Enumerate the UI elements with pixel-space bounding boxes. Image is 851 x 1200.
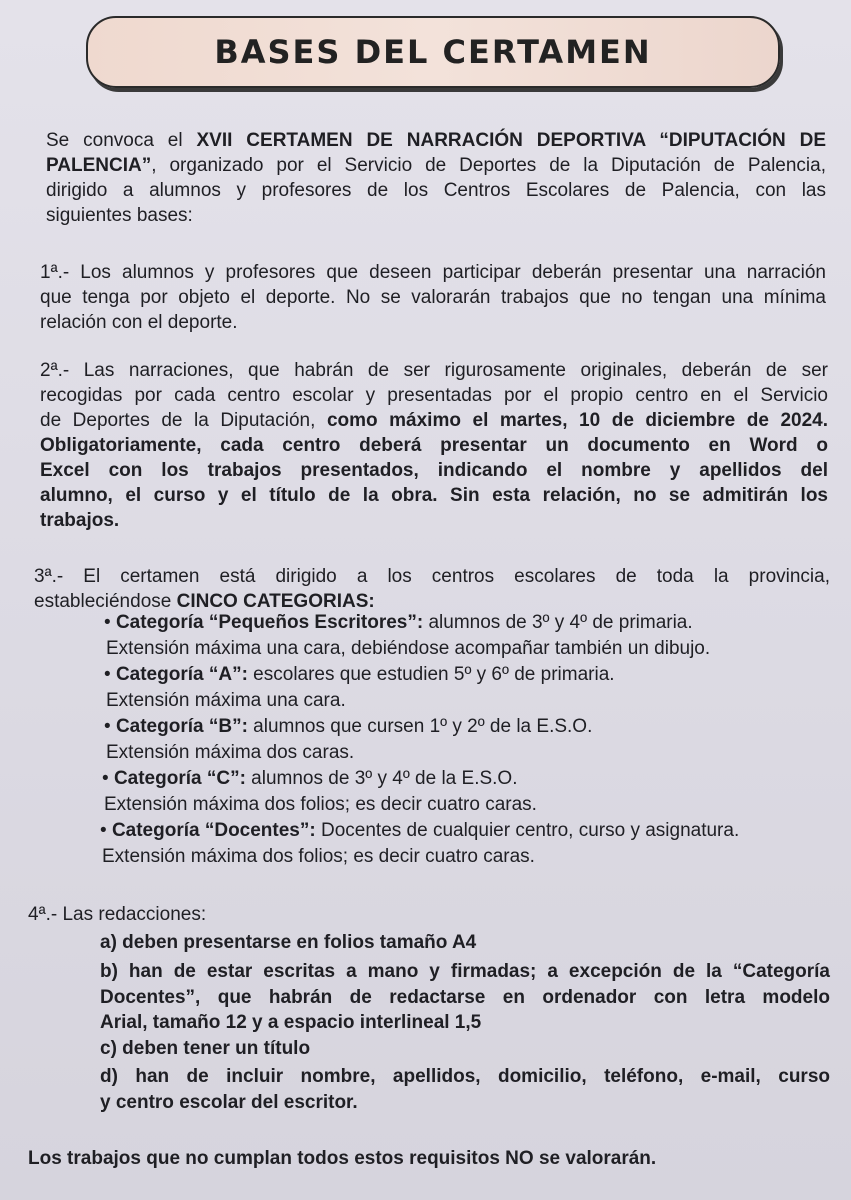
intro-line-4: siguientes bases: bbox=[46, 205, 193, 226]
closing-statement: Los trabajos que no cumplan todos estos requisitos NO se valorarán. bbox=[28, 1148, 657, 1169]
base-2-line-6: alumno, el curso y el título de la obra. Sin esta relación, no se admitirán los bbox=[40, 485, 828, 506]
intro-paragraph bbox=[46, 128, 826, 228]
base-4-item-c: c) deben tener un título bbox=[100, 1038, 311, 1059]
base-1-line-1: 1ª.- Los alumnos y profesores que deseen participar deberán presentar una narración bbox=[40, 262, 826, 283]
base-2-line-2: recogidas por cada centro escolar y presentadas por el propio centro en el Servicio bbox=[40, 385, 828, 406]
category-pequenos-escritores: • Categoría “Pequeños Escritores”: alumnos de 3º y 4º de primaria. Extensión máxima una cara, debiéndose acompañar también un dibujo. bbox=[104, 612, 711, 659]
base-4-item-a: a) deben presentarse en folios tamaño A4 bbox=[100, 932, 477, 953]
base-2 bbox=[40, 358, 828, 533]
base-2-line-1: 2ª.- Las narraciones, que habrán de ser rigurosamente originales, deberán de ser bbox=[40, 360, 828, 381]
base-3 bbox=[34, 564, 830, 614]
base-2-line-3: de Deportes de la Diputación, como máximo el martes, 10 de diciembre de 2024. bbox=[40, 410, 828, 431]
base-4-item-d: d) han de incluir nombre, apellidos, domicilio, teléfono, e-mail, curso y centro escolar del escritor. bbox=[100, 1066, 830, 1113]
page-title: BASES DEL CERTAMEN bbox=[214, 33, 652, 71]
base-3-line-1: 3ª.- El certamen está dirigido a los centros escolares de toda la provincia, bbox=[34, 566, 830, 587]
category-c: • Categoría “C”: alumnos de 3º y 4º de la E.S.O. Extensión máxima dos folios; es decir cuatro caras. bbox=[102, 768, 537, 815]
category-docentes: • Categoría “Docentes”: Docentes de cualquier centro, curso y asignatura. Extensión máxima dos folios; es decir cuatro caras. bbox=[100, 820, 740, 867]
base-1-line-3: relación con el deporte. bbox=[40, 312, 238, 333]
base-2-line-7: trabajos. bbox=[40, 510, 120, 531]
intro-line-1: Se convoca el XVII CERTAMEN DE NARRACIÓN DEPORTIVA “DIPUTACIÓN DE bbox=[46, 130, 826, 151]
category-b: • Categoría “B”: alumnos que cursen 1º y 2º de la E.S.O. Extensión máxima dos caras. bbox=[104, 716, 593, 763]
base-1 bbox=[40, 260, 826, 335]
category-a: • Categoría “A”: escolares que estudien 5º y 6º de primaria. Extensión máxima una cara. bbox=[104, 664, 615, 711]
intro-line-3: dirigido a alumnos y profesores de los Centros Escolares de Palencia, con las bbox=[46, 180, 826, 201]
title-banner bbox=[86, 16, 780, 88]
intro-line-2: PALENCIA”, organizado por el Servicio de Deportes de la Diputación de Palencia, bbox=[46, 155, 826, 176]
base-2-line-4: Obligatoriamente, cada centro deberá presentar un documento en Word o bbox=[40, 435, 828, 456]
base-3-line-2: estableciéndose CINCO CATEGORIAS: bbox=[34, 591, 375, 612]
base-4-item-b: b) han de estar escritas a mano y firmadas; a excepción de la “Categoría Docentes”, que habrán de redactarse en ordenador con letra modelo Arial, tamaño 12 y a espacio interlineal 1,5 bbox=[100, 961, 830, 1033]
base-2-line-5: Excel con los trabajos presentados, indicando el nombre y apellidos del bbox=[40, 460, 828, 481]
base-4-heading: 4ª.- Las redacciones: bbox=[28, 904, 207, 925]
base-1-line-2: que tenga por objeto el deporte. No se valorarán trabajos que no tengan una mínima bbox=[40, 287, 826, 308]
